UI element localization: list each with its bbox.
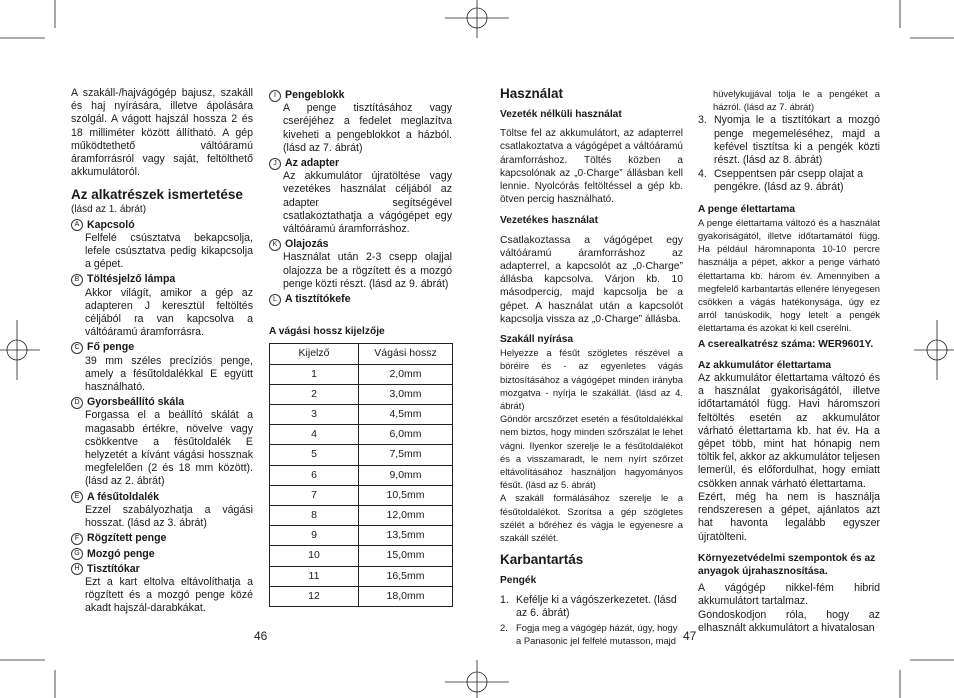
letter-c-icon: C bbox=[71, 342, 83, 354]
table-body bbox=[270, 364, 453, 606]
intro-text: A szakáll-/hajvágógép bajusz, szakáll és haj nyírására, illetve ápolására szolgál. A vágott hajszál hossza 2 és 18 milliméter között állítható. A gép működtethető váltóáramú áramforrásról vagy saját, feltölthető akkumulátoról. bbox=[71, 87, 253, 179]
cordless-text: Töltse fel az akkumulátort, az adapterrel csatlakoztatva a vágógépet a váltóáramú áramforráshoz. Töltés közben a kapcsolónak az „0·Charge” állásban kell lennie. Nyolcórás feltöltéssel a gép kb. ötven percig használható. bbox=[500, 128, 683, 206]
part-title: Tisztítókar bbox=[87, 562, 140, 575]
cutting-length-cell: 9,0mm bbox=[359, 465, 453, 485]
part-d bbox=[71, 396, 253, 488]
blade-life-text: A penge élettartama változó és a használat gyakoriságától, illetve időtartamától függ. Ha például háromnaponta 10-10 percre használja a pépet, akkor a penge várható élettartama kb. három év. Amennyiben a megfelelő karbantartás ellenére lényegesen csökken a vágás hatékonysága, úgy ez arról tanúskodik, hogy letelt a pengék élettartama és azokat ki kell cserélni. bbox=[698, 216, 880, 334]
part-l bbox=[269, 293, 452, 306]
cutting-length-cell: 7,5mm bbox=[359, 445, 453, 465]
list-item bbox=[698, 168, 880, 194]
part-f bbox=[71, 532, 253, 545]
part-text: Az akkumulátor újratöltése vagy vezetékes használat céljából az adapter segítségével csatlakoztathatja a vágógépet egy váltóáramú áramforráshoz. bbox=[283, 170, 452, 236]
part-c bbox=[71, 341, 253, 394]
letter-j-icon: J bbox=[269, 158, 281, 170]
table-row bbox=[270, 425, 453, 445]
indicator-cell: 6 bbox=[270, 465, 359, 485]
battery-text-1: Az akkumulátor élettartama változó és a használat gyakoriságától, illetve időtartamától függ. Havi háromszori feltöltés esetén az akkumulátor várható élettartama kb. hat év. Ha a gépet több, mint hat hónapig nem töltik fel, akkor az akkumulátor teljesen lemerül, és előfordulhat, hogy emiatt csökken annak várható élettartama. bbox=[698, 372, 880, 490]
cutting-length-cell: 12,0mm bbox=[359, 505, 453, 525]
part-g bbox=[71, 548, 253, 561]
step-number: 1. bbox=[500, 593, 509, 606]
cutting-length-cell: 4,5mm bbox=[359, 405, 453, 425]
indicator-cell: 9 bbox=[270, 526, 359, 546]
step-number: 4. bbox=[698, 168, 707, 181]
step-text: Kefélje ki a vágószerkezetet. (lásd az 6. ábrát) bbox=[516, 593, 677, 619]
part-text: 39 mm széles precíziós penge, amely a fésűtoldalékkal E együtt használható. bbox=[85, 354, 253, 394]
battery-text-2: Ezért, még ha nem is használja rendszeresen a gépet, ajánlatos azt hat havonta legalább egyszer újratölteni. bbox=[698, 490, 880, 543]
indicator-cell: 3 bbox=[270, 405, 359, 425]
parts-title: Az alkatrészek ismertetése bbox=[71, 187, 243, 203]
part-title: Olajozás bbox=[285, 238, 329, 251]
table-row bbox=[270, 586, 453, 606]
cutting-length-cell: 13,5mm bbox=[359, 526, 453, 546]
middle-column bbox=[269, 89, 452, 607]
part-text: Ezzel szabályozhatja a vágási hosszat. (lásd az 3. ábrát) bbox=[85, 503, 253, 530]
beard-text-2: Göndör arcszőrzet esetén a fésűtoldalékkal nem biztos, hogy minden szőrszálat le lehet vágni. Ilyenkor szerelje le a fésűtoldalékot és a visszamaradt, le nem nyírt szőrzet eltávolításához használjon hagyományos fésűt. (lásd az 5. ábrát) bbox=[500, 413, 683, 491]
corded-title: Vezetékes használat bbox=[500, 215, 598, 227]
step-text: Cseppentsen pár csepp olajat a pengékre. (lásd az 9. ábrát) bbox=[714, 168, 864, 194]
table-row bbox=[270, 526, 453, 546]
list-item bbox=[698, 114, 880, 167]
part-text: Használat után 2-3 csepp olajjal olajozza be a rögzített és a mozgó penge közti részt. (lásd az 9. ábrát) bbox=[283, 251, 452, 290]
page-number-left: 46 bbox=[254, 629, 268, 643]
continued-text: hüvelykujjával tolja le a pengéket a házról. (lásd az 7. ábrát) bbox=[713, 88, 880, 113]
beard-title: Szakáll nyírása bbox=[500, 334, 574, 346]
part-title: Fő penge bbox=[87, 341, 135, 354]
letter-i-icon: I bbox=[269, 90, 281, 102]
beard-text-3: A szakáll formálásához szerelje le a fésűtoldalékot. Szorítsa a gép szögletes szélét a bőréhez és vágja le egyenesre a szakáll szélét. bbox=[500, 492, 683, 544]
part-title: Rögzített penge bbox=[87, 532, 167, 545]
list-item bbox=[500, 621, 683, 647]
cutting-length-cell: 3,0mm bbox=[359, 384, 453, 404]
table-header-row bbox=[270, 344, 453, 364]
indicator-cell: 10 bbox=[270, 546, 359, 566]
letter-h-icon: H bbox=[71, 563, 83, 575]
parts-ref: (lásd az 1. ábrát) bbox=[71, 204, 147, 216]
indicator-cell: 7 bbox=[270, 485, 359, 505]
environment-text-1: A vágógép nikkel-fém hibrid akkumulátort tartalmaz. bbox=[698, 582, 880, 608]
table-header: Vágási hossz bbox=[359, 344, 453, 364]
indicator-cell: 5 bbox=[270, 445, 359, 465]
usage-title: Használat bbox=[500, 86, 564, 101]
step-text: Fogja meg a vágógép házát, úgy, hogy a Panasonic jel felfelé mutasson, majd bbox=[516, 621, 678, 647]
environment-title: Környezetvédelmi szempontok és az anyagok újrahasznosítása. bbox=[698, 552, 876, 577]
cutting-length-cell: 18,0mm bbox=[359, 586, 453, 606]
blade-life-title: A penge élettartama bbox=[698, 203, 795, 215]
part-title: Töltésjelző lámpa bbox=[87, 273, 176, 286]
indicator-cell: 4 bbox=[270, 425, 359, 445]
cutting-length-cell: 6,0mm bbox=[359, 425, 453, 445]
table-row bbox=[270, 505, 453, 525]
cutting-length-cell: 16,5mm bbox=[359, 566, 453, 586]
part-h bbox=[71, 563, 253, 616]
page-number-right: 47 bbox=[683, 629, 697, 643]
letter-f-icon: F bbox=[71, 533, 83, 545]
beard-text-1: Helyezze a fésűt szögletes részével a böréire és - az egyenletes vágás biztosításához a vágógépet minden irányba mozgatva - nyírja le szakállát. (lásd az 4. ábrát) bbox=[500, 347, 683, 412]
far-right-column bbox=[698, 87, 880, 635]
letter-k-icon: K bbox=[269, 239, 281, 251]
blades-title: Pengék bbox=[500, 575, 537, 587]
letter-g-icon: G bbox=[71, 548, 83, 560]
indicator-cell: 8 bbox=[270, 505, 359, 525]
table-row bbox=[270, 566, 453, 586]
part-text: Akkor világít, amikor a gép az adapteren J keresztül feltöltés céljából ra van kapcsolva a váltóáramú áramforrásra. bbox=[85, 286, 253, 339]
table-row bbox=[270, 405, 453, 425]
part-title: Kapcsoló bbox=[87, 218, 135, 231]
step-text: Nyomja le a tisztítókart a mozgó penge megemeléséhez, majd a kefével tisztítsa ki a pengék közti részt. (lásd az 8. ábrát) bbox=[714, 114, 880, 167]
letter-b-icon: B bbox=[71, 274, 83, 286]
letter-a-icon: A bbox=[71, 219, 83, 231]
part-b bbox=[71, 273, 253, 339]
indicator-cell: 2 bbox=[270, 384, 359, 404]
right-column bbox=[500, 86, 683, 647]
part-e bbox=[71, 491, 253, 531]
part-title: A fésűtoldalék bbox=[87, 490, 160, 503]
table-row bbox=[270, 546, 453, 566]
part-title: Mozgó penge bbox=[87, 547, 155, 560]
indicator-cell: 12 bbox=[270, 586, 359, 606]
replacement-part-label: A cserealkatrész száma: WER9601Y. bbox=[698, 338, 874, 350]
cutting-length-cell: 2,0mm bbox=[359, 364, 453, 384]
cordless-title: Vezeték nélküli használat bbox=[500, 109, 622, 120]
cutting-length-table bbox=[269, 343, 453, 606]
left-column bbox=[71, 87, 253, 616]
letter-e-icon: E bbox=[71, 491, 83, 503]
letter-d-icon: D bbox=[71, 397, 83, 409]
table-header: Kijelző bbox=[270, 344, 359, 364]
indicator-cell: 11 bbox=[270, 566, 359, 586]
step-number: 3. bbox=[698, 114, 707, 127]
part-k bbox=[269, 238, 452, 291]
environment-text-2: Gondoskodjon róla, hogy az elhasznált akkumulátort a hivatalosan bbox=[698, 608, 880, 634]
part-j bbox=[269, 157, 452, 236]
part-a bbox=[71, 219, 253, 272]
table-title: A vágási hossz kijelzője bbox=[269, 326, 385, 338]
part-title: Gyorsbeállító skála bbox=[87, 396, 185, 409]
corded-text: Csatlakoztassa a vágógépet egy váltóáramú áramforráshoz az adapterrel, a kapcsolót az „0·Charge” állásba kapcsolva. Várjon kb. 10 másodpercig, majd kapcsolja be a gépet. A használat után a kapcsolót kapcsolja vissza az „0·Charge” állásba. bbox=[500, 234, 683, 325]
table-row bbox=[270, 364, 453, 384]
table-row bbox=[270, 445, 453, 465]
part-text: Forgassa el a beállító skálát a magasabb értékre, növelve vagy csökkentve a fésűtoldalék E helyzetét a kívánt vágási hossznak megfelelően (2 és 18 mm között). (lásd az 2. ábrát) bbox=[85, 409, 253, 488]
table-row bbox=[270, 384, 453, 404]
maintenance-title: Karbantartás bbox=[500, 552, 584, 568]
step-number: 2. bbox=[500, 621, 508, 633]
table-row bbox=[270, 465, 453, 485]
cutting-length-cell: 15,0mm bbox=[359, 546, 453, 566]
list-item bbox=[500, 594, 683, 620]
part-title: A tisztítókefe bbox=[285, 293, 351, 306]
table-row bbox=[270, 485, 453, 505]
part-title: Az adapter bbox=[285, 157, 340, 170]
indicator-cell: 1 bbox=[270, 364, 359, 384]
part-text: Felfelé csúsztatva bekapcsolja, lefele csúsztatva pedig kikapcsolja a gépet. bbox=[85, 231, 253, 271]
cutting-length-cell: 10,5mm bbox=[359, 485, 453, 505]
part-i bbox=[269, 89, 452, 155]
part-text: A penge tisztításához vagy cseréjéhez a fedelet meglazítva kiveheti a pengeblokkot a házból. (lásd az 7. ábrát) bbox=[283, 102, 452, 154]
part-title: Pengeblokk bbox=[285, 89, 345, 101]
letter-l-icon: L bbox=[269, 294, 281, 306]
battery-life-title: Az akkumulátor élettartama bbox=[698, 359, 832, 371]
part-text: Ezt a kart eltolva eltávolíthatja a rögzített és a mozgó penge közé akadt hajszál-darabkákat. bbox=[85, 575, 253, 615]
